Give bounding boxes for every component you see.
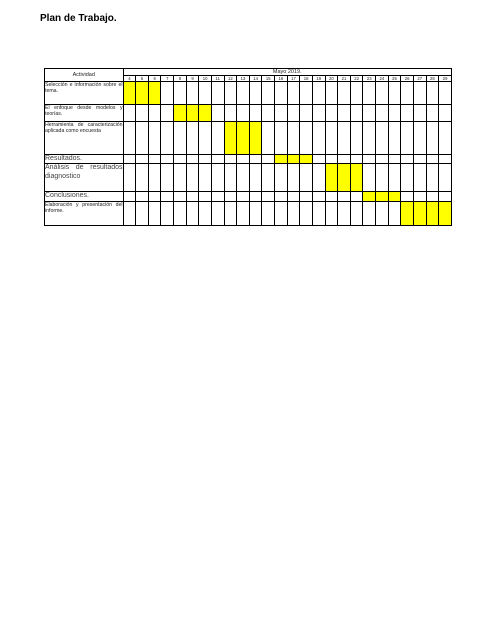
schedule-cell bbox=[237, 105, 250, 122]
day-header-23: 23 bbox=[363, 76, 376, 82]
schedule-cell-filled bbox=[186, 105, 199, 122]
schedule-cell bbox=[174, 164, 187, 192]
schedule-cell-filled bbox=[401, 201, 414, 225]
page-title: Plan de Trabajo. bbox=[40, 13, 117, 24]
activity-label: Análisis de resultados diagnostico bbox=[45, 164, 124, 192]
schedule-cell bbox=[287, 164, 300, 192]
activity-label: Herramienta de caracterización aplicada como encuesta bbox=[45, 122, 124, 155]
schedule-cell bbox=[211, 164, 224, 192]
schedule-cell bbox=[262, 105, 275, 122]
schedule-cell-filled bbox=[199, 105, 212, 122]
schedule-cell bbox=[312, 192, 325, 201]
schedule-cell-filled bbox=[174, 105, 187, 122]
schedule-cell bbox=[300, 164, 313, 192]
schedule-cell bbox=[123, 122, 136, 155]
schedule-cell bbox=[148, 164, 161, 192]
activity-label: Selección e información sobre el tema. bbox=[45, 82, 124, 105]
schedule-cell bbox=[287, 201, 300, 225]
day-header-22: 22 bbox=[350, 76, 363, 82]
schedule-cell bbox=[401, 164, 414, 192]
schedule-cell bbox=[426, 82, 439, 105]
schedule-cell-filled bbox=[413, 201, 426, 225]
schedule-cell bbox=[174, 201, 187, 225]
schedule-cell bbox=[426, 105, 439, 122]
day-header-9: 9 bbox=[186, 76, 199, 82]
day-header-25: 25 bbox=[388, 76, 401, 82]
schedule-cell-filled bbox=[439, 201, 452, 225]
schedule-cell bbox=[123, 105, 136, 122]
schedule-cell bbox=[136, 122, 149, 155]
schedule-cell bbox=[350, 122, 363, 155]
schedule-cell bbox=[287, 105, 300, 122]
schedule-cell bbox=[300, 192, 313, 201]
schedule-cell bbox=[439, 122, 452, 155]
schedule-cell bbox=[249, 164, 262, 192]
schedule-cell bbox=[401, 105, 414, 122]
schedule-cell bbox=[249, 82, 262, 105]
schedule-cell bbox=[123, 164, 136, 192]
schedule-cell bbox=[161, 164, 174, 192]
schedule-cell bbox=[350, 192, 363, 201]
activity-row bbox=[45, 82, 452, 105]
schedule-cell bbox=[262, 164, 275, 192]
schedule-cell bbox=[275, 105, 288, 122]
activity-header: Actividad bbox=[45, 69, 124, 82]
schedule-cell bbox=[388, 105, 401, 122]
schedule-cell bbox=[439, 82, 452, 105]
schedule-cell bbox=[224, 105, 237, 122]
day-header-12: 12 bbox=[224, 76, 237, 82]
schedule-cell bbox=[262, 201, 275, 225]
schedule-cell-filled bbox=[136, 82, 149, 105]
schedule-cell bbox=[174, 192, 187, 201]
schedule-cell bbox=[161, 122, 174, 155]
schedule-cell-filled bbox=[123, 82, 136, 105]
day-header-29: 29 bbox=[439, 76, 452, 82]
schedule-cell bbox=[413, 105, 426, 122]
schedule-cell bbox=[338, 105, 351, 122]
activity-label: El enfoque desde modelos y teorías. bbox=[45, 105, 124, 122]
day-header-15: 15 bbox=[262, 76, 275, 82]
schedule-cell bbox=[376, 164, 389, 192]
schedule-cell bbox=[363, 164, 376, 192]
schedule-cell bbox=[312, 155, 325, 164]
schedule-cell-filled bbox=[376, 192, 389, 201]
schedule-cell-filled bbox=[224, 122, 237, 155]
activity-row bbox=[45, 105, 452, 122]
schedule-cell bbox=[161, 201, 174, 225]
schedule-cell-filled bbox=[148, 82, 161, 105]
day-header-28: 28 bbox=[426, 76, 439, 82]
schedule-cell bbox=[363, 82, 376, 105]
day-header-19: 19 bbox=[312, 76, 325, 82]
gantt-table bbox=[44, 68, 452, 226]
day-header-21: 21 bbox=[338, 76, 351, 82]
schedule-cell bbox=[388, 82, 401, 105]
schedule-cell bbox=[426, 192, 439, 201]
schedule-cell bbox=[312, 164, 325, 192]
activity-row bbox=[45, 192, 452, 201]
schedule-cell bbox=[211, 192, 224, 201]
schedule-cell-filled bbox=[338, 164, 351, 192]
schedule-cell-filled bbox=[350, 164, 363, 192]
schedule-cell bbox=[413, 155, 426, 164]
schedule-cell-filled bbox=[249, 122, 262, 155]
schedule-cell bbox=[237, 82, 250, 105]
schedule-cell bbox=[186, 122, 199, 155]
schedule-cell bbox=[275, 122, 288, 155]
schedule-cell bbox=[413, 82, 426, 105]
schedule-cell bbox=[199, 192, 212, 201]
schedule-cell bbox=[136, 164, 149, 192]
schedule-cell bbox=[211, 105, 224, 122]
schedule-cell bbox=[287, 192, 300, 201]
schedule-cell bbox=[161, 155, 174, 164]
schedule-cell-filled bbox=[237, 122, 250, 155]
schedule-cell bbox=[312, 122, 325, 155]
gantt-chart bbox=[44, 68, 452, 226]
schedule-cell bbox=[325, 201, 338, 225]
schedule-cell-filled bbox=[300, 155, 313, 164]
schedule-cell bbox=[211, 201, 224, 225]
month-header: Mayo 2019. bbox=[123, 69, 451, 76]
schedule-cell bbox=[123, 201, 136, 225]
day-header-11: 11 bbox=[211, 76, 224, 82]
schedule-cell bbox=[439, 155, 452, 164]
schedule-cell bbox=[275, 164, 288, 192]
schedule-cell bbox=[439, 105, 452, 122]
schedule-cell bbox=[148, 201, 161, 225]
schedule-cell bbox=[363, 105, 376, 122]
day-header-13: 13 bbox=[237, 76, 250, 82]
schedule-cell bbox=[300, 201, 313, 225]
schedule-cell bbox=[224, 155, 237, 164]
schedule-cell bbox=[224, 164, 237, 192]
schedule-cell bbox=[224, 192, 237, 201]
day-header-27: 27 bbox=[413, 76, 426, 82]
schedule-cell-filled bbox=[363, 192, 376, 201]
schedule-cell bbox=[300, 122, 313, 155]
schedule-cell bbox=[262, 122, 275, 155]
schedule-cell bbox=[350, 155, 363, 164]
schedule-cell bbox=[199, 82, 212, 105]
schedule-cell-filled bbox=[388, 192, 401, 201]
schedule-cell bbox=[237, 192, 250, 201]
schedule-cell bbox=[199, 164, 212, 192]
schedule-cell bbox=[275, 201, 288, 225]
schedule-cell bbox=[161, 192, 174, 201]
activity-row bbox=[45, 122, 452, 155]
day-header-26: 26 bbox=[401, 76, 414, 82]
schedule-cell bbox=[426, 164, 439, 192]
activity-label: Conclusiones. bbox=[45, 192, 124, 201]
schedule-cell bbox=[237, 164, 250, 192]
schedule-cell bbox=[413, 122, 426, 155]
day-header-8: 8 bbox=[174, 76, 187, 82]
schedule-cell bbox=[350, 105, 363, 122]
schedule-cell bbox=[174, 155, 187, 164]
schedule-cell bbox=[350, 82, 363, 105]
schedule-cell bbox=[186, 201, 199, 225]
schedule-cell bbox=[148, 122, 161, 155]
schedule-cell bbox=[376, 155, 389, 164]
schedule-cell bbox=[401, 122, 414, 155]
schedule-cell bbox=[262, 155, 275, 164]
day-header-10: 10 bbox=[199, 76, 212, 82]
schedule-cell bbox=[388, 164, 401, 192]
schedule-cell bbox=[148, 192, 161, 201]
schedule-cell-filled bbox=[325, 164, 338, 192]
schedule-cell bbox=[376, 122, 389, 155]
schedule-cell bbox=[262, 192, 275, 201]
schedule-cell bbox=[249, 192, 262, 201]
schedule-cell bbox=[413, 192, 426, 201]
schedule-cell bbox=[224, 82, 237, 105]
schedule-cell bbox=[262, 82, 275, 105]
schedule-cell bbox=[338, 201, 351, 225]
schedule-cell bbox=[439, 164, 452, 192]
schedule-cell bbox=[300, 82, 313, 105]
schedule-cell bbox=[287, 122, 300, 155]
schedule-cell bbox=[211, 82, 224, 105]
schedule-cell bbox=[211, 155, 224, 164]
schedule-cell bbox=[376, 105, 389, 122]
schedule-cell bbox=[237, 201, 250, 225]
schedule-cell bbox=[401, 192, 414, 201]
schedule-cell bbox=[148, 155, 161, 164]
schedule-cell bbox=[376, 82, 389, 105]
schedule-cell bbox=[237, 155, 250, 164]
schedule-cell bbox=[376, 201, 389, 225]
header-month-row bbox=[45, 69, 452, 76]
schedule-cell bbox=[338, 122, 351, 155]
activity-label: Resultados. bbox=[45, 155, 124, 164]
schedule-cell bbox=[426, 155, 439, 164]
schedule-cell bbox=[174, 82, 187, 105]
schedule-cell bbox=[186, 155, 199, 164]
schedule-cell-filled bbox=[275, 155, 288, 164]
day-header-7: 7 bbox=[161, 76, 174, 82]
schedule-cell bbox=[312, 105, 325, 122]
schedule-cell bbox=[186, 192, 199, 201]
schedule-cell bbox=[287, 82, 300, 105]
day-header-14: 14 bbox=[249, 76, 262, 82]
day-header-6: 6 bbox=[148, 76, 161, 82]
day-header-4: 4 bbox=[123, 76, 136, 82]
schedule-cell bbox=[275, 82, 288, 105]
schedule-cell bbox=[199, 201, 212, 225]
day-header-20: 20 bbox=[325, 76, 338, 82]
activity-row bbox=[45, 164, 452, 192]
schedule-cell bbox=[325, 155, 338, 164]
schedule-cell bbox=[211, 122, 224, 155]
schedule-cell bbox=[312, 201, 325, 225]
schedule-cell bbox=[249, 201, 262, 225]
schedule-cell bbox=[338, 155, 351, 164]
schedule-cell bbox=[275, 192, 288, 201]
schedule-cell bbox=[199, 122, 212, 155]
schedule-cell bbox=[388, 122, 401, 155]
schedule-cell bbox=[401, 155, 414, 164]
day-header-18: 18 bbox=[300, 76, 313, 82]
schedule-cell bbox=[325, 122, 338, 155]
schedule-cell bbox=[363, 155, 376, 164]
schedule-cell bbox=[224, 201, 237, 225]
schedule-cell bbox=[148, 105, 161, 122]
day-header-24: 24 bbox=[376, 76, 389, 82]
schedule-cell bbox=[426, 122, 439, 155]
schedule-cell bbox=[186, 164, 199, 192]
schedule-cell bbox=[186, 82, 199, 105]
schedule-cell bbox=[199, 155, 212, 164]
activity-row bbox=[45, 155, 452, 164]
schedule-cell bbox=[136, 201, 149, 225]
schedule-cell bbox=[363, 201, 376, 225]
schedule-cell bbox=[249, 155, 262, 164]
day-header-16: 16 bbox=[275, 76, 288, 82]
schedule-cell bbox=[249, 105, 262, 122]
schedule-cell bbox=[123, 192, 136, 201]
schedule-cell bbox=[325, 82, 338, 105]
schedule-cell bbox=[123, 155, 136, 164]
schedule-cell bbox=[174, 122, 187, 155]
schedule-cell bbox=[136, 105, 149, 122]
day-header-5: 5 bbox=[136, 76, 149, 82]
schedule-cell bbox=[338, 192, 351, 201]
day-header-17: 17 bbox=[287, 76, 300, 82]
activity-label: Elaboración y presentación del informe. bbox=[45, 201, 124, 225]
schedule-cell bbox=[363, 122, 376, 155]
schedule-cell bbox=[312, 82, 325, 105]
schedule-cell bbox=[413, 164, 426, 192]
schedule-cell bbox=[439, 192, 452, 201]
schedule-cell-filled bbox=[287, 155, 300, 164]
schedule-cell bbox=[161, 82, 174, 105]
schedule-cell bbox=[300, 105, 313, 122]
schedule-cell-filled bbox=[426, 201, 439, 225]
schedule-cell bbox=[350, 201, 363, 225]
activity-row bbox=[45, 201, 452, 225]
schedule-cell bbox=[161, 105, 174, 122]
schedule-cell bbox=[325, 192, 338, 201]
schedule-cell bbox=[136, 155, 149, 164]
schedule-cell bbox=[338, 82, 351, 105]
schedule-cell bbox=[401, 82, 414, 105]
schedule-cell bbox=[388, 155, 401, 164]
schedule-cell bbox=[388, 201, 401, 225]
schedule-cell bbox=[325, 105, 338, 122]
schedule-cell bbox=[136, 192, 149, 201]
